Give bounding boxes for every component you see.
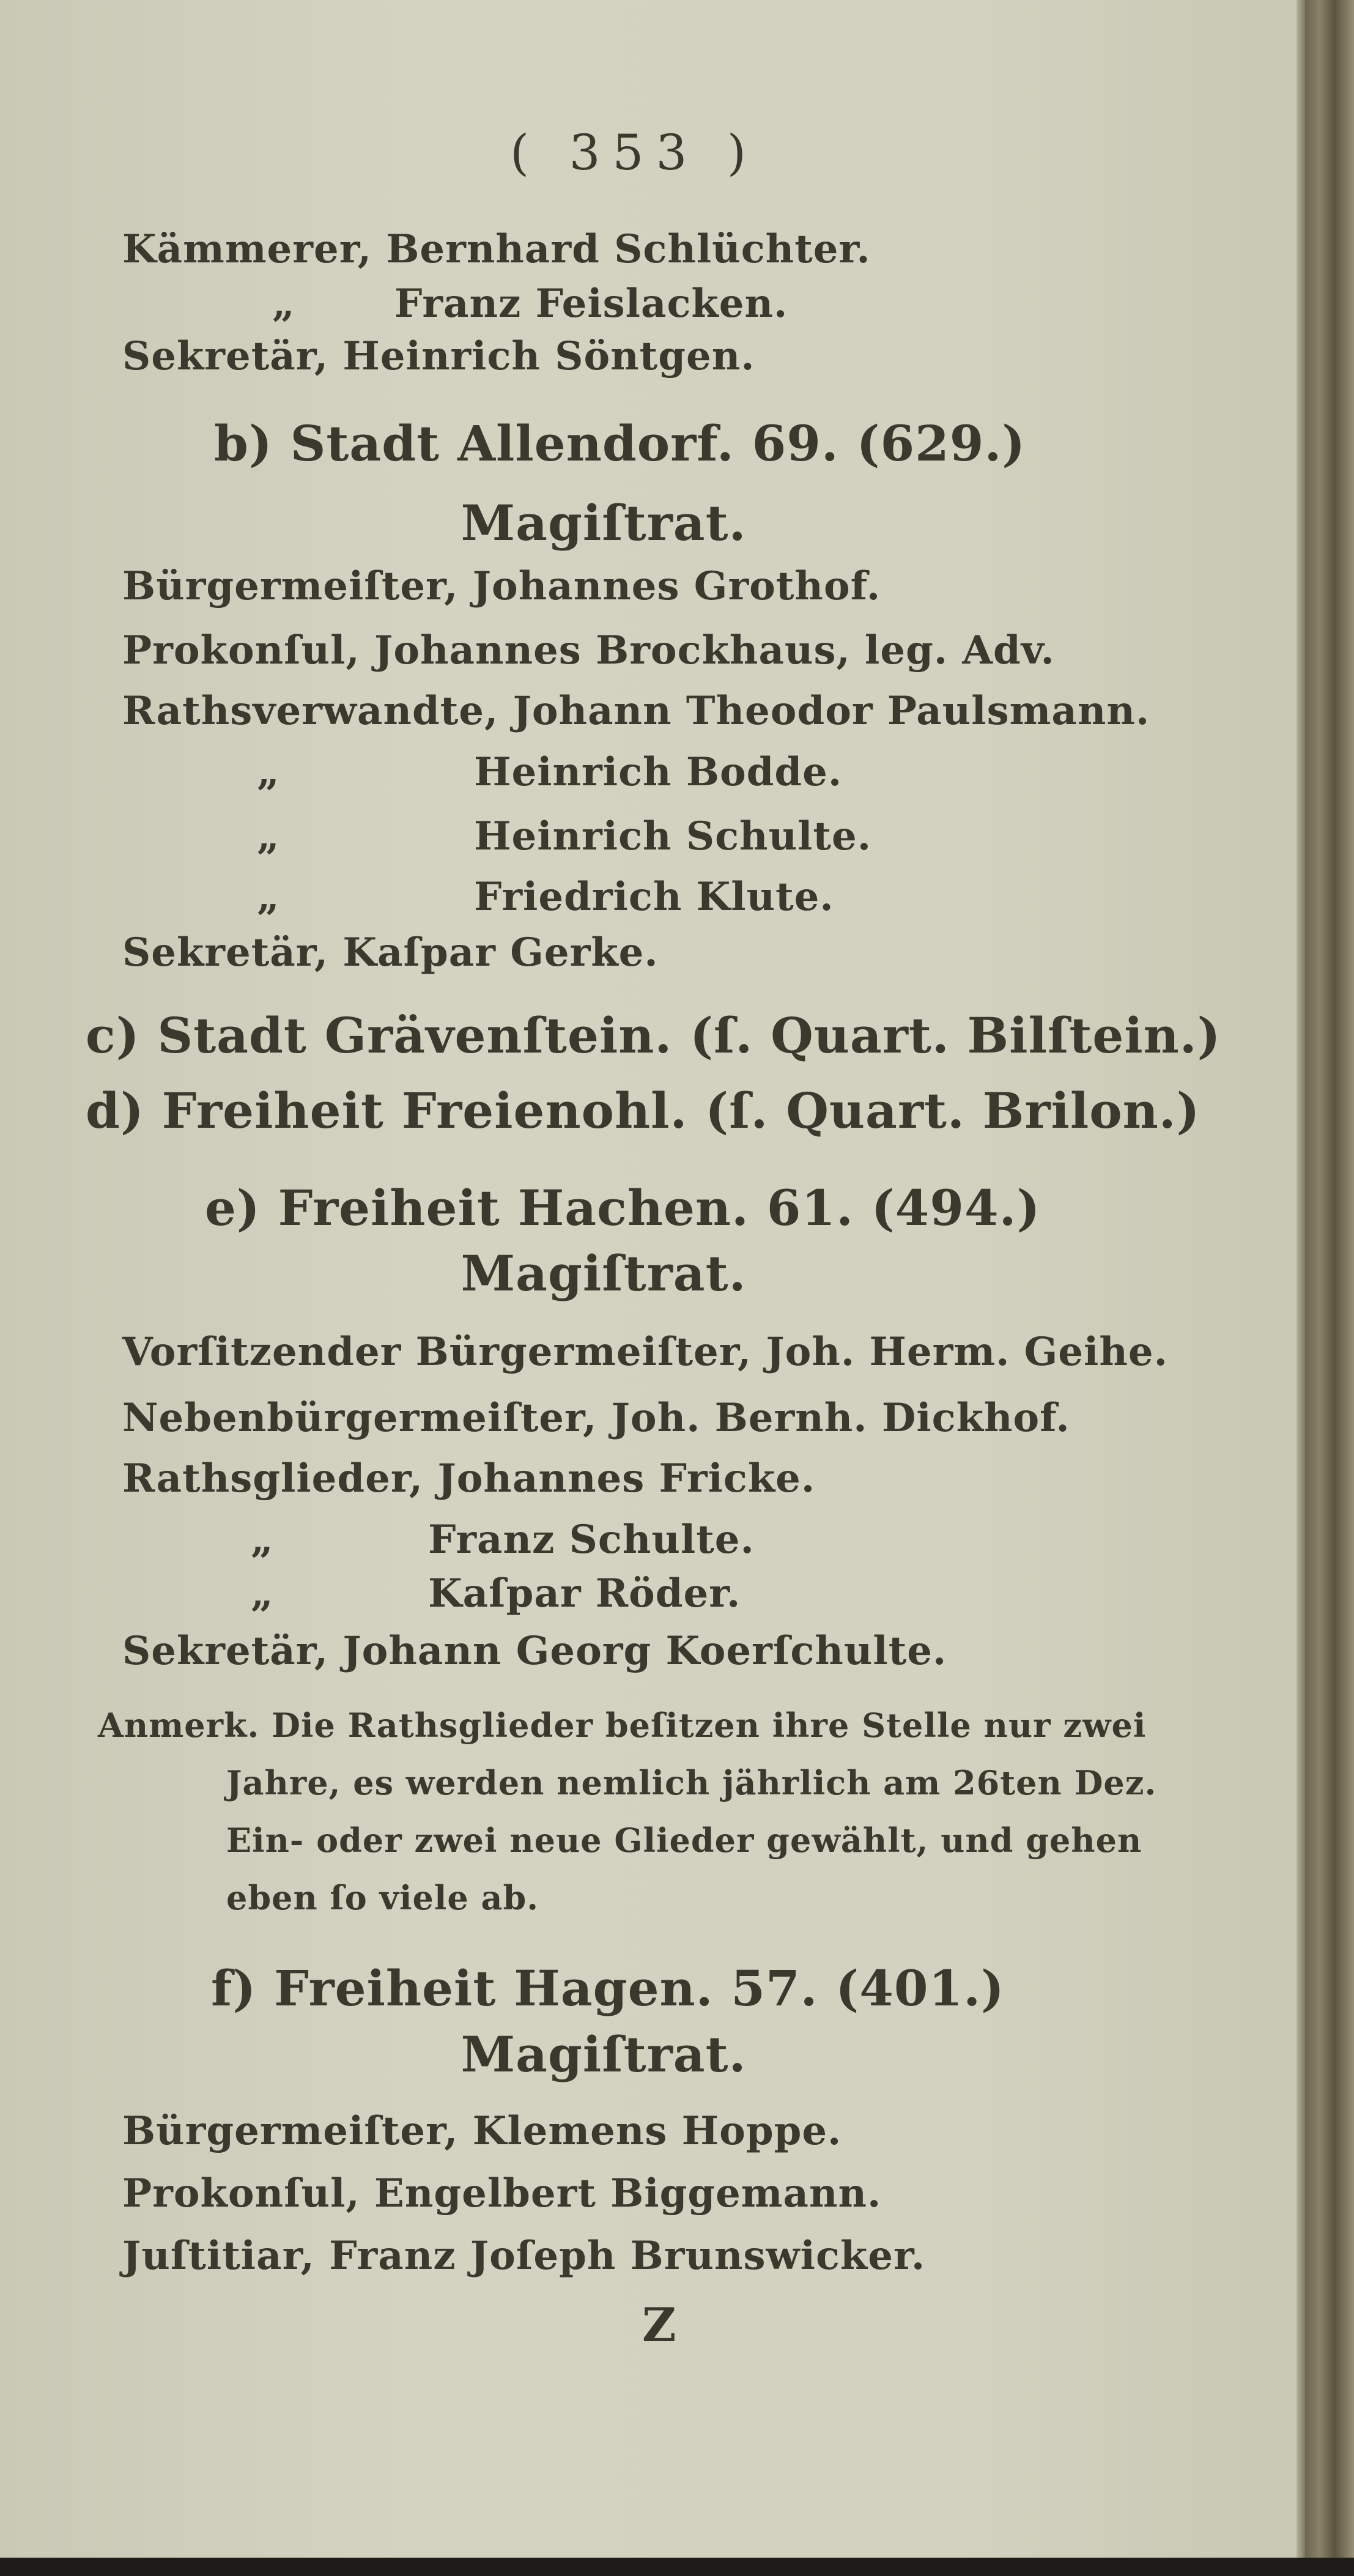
entry-name: Friedrich Klute. xyxy=(474,874,834,920)
note-line: Anmerk. Die Rathsglieder beſitzen ihre Stelle nur zwei xyxy=(98,1706,1147,1745)
ditto-mark: „ xyxy=(272,281,295,327)
ditto-mark: „ xyxy=(257,749,280,795)
section-heading-freienohl: d) Freiheit Freienohl. (ſ. Quart. Brilon.) xyxy=(86,1082,1200,1139)
entry: Prokonſul, Johannes Brockhaus, leg. Adv. xyxy=(122,627,1055,673)
note-line: Jahre, es werden nemlich jährlich am 26ten Dez. xyxy=(226,1763,1157,1802)
scan-border xyxy=(0,2558,1354,2576)
entry-name: Franz Schulte. xyxy=(428,1517,755,1563)
subheading-magistrat: Magiſtrat. xyxy=(461,1245,747,1302)
section-heading-hachen: e) Freiheit Hachen. 61. (494.) xyxy=(205,1179,1041,1237)
subheading-magistrat: Magiſtrat. xyxy=(461,2026,747,2083)
ditto-mark: „ xyxy=(251,1517,274,1563)
entry-kaemmerer: Kämmerer, Bernhard Schlüchter. xyxy=(122,226,871,272)
entry: Bürgermeiſter, Johannes Grothof. xyxy=(122,563,881,609)
signature-mark: Z xyxy=(642,2298,677,2352)
note-line: Ein- oder zwei neue Glieder gewählt, und gehen xyxy=(226,1821,1142,1860)
ditto-mark: „ xyxy=(251,1571,274,1616)
entry: Vorſitzender Bürgermeiſter, Joh. Herm. Geihe. xyxy=(122,1329,1168,1375)
section-heading-allendorf: b) Stadt Allendorf. 69. (629.) xyxy=(214,415,1026,472)
entry: Sekretär, Johann Georg Koerſchulte. xyxy=(122,1628,947,1674)
book-edge xyxy=(1305,0,1354,2576)
entry-sekretaer: Sekretär, Heinrich Söntgen. xyxy=(122,333,755,379)
entry-name: Kaſpar Röder. xyxy=(428,1571,741,1616)
entry-name: Franz Feislacken. xyxy=(394,281,788,327)
entry: Nebenbürgermeiſter, Joh. Bernh. Dickhof. xyxy=(122,1395,1070,1441)
entry: Sekretär, Kaſpar Gerke. xyxy=(122,930,659,975)
page-gutter-shadow xyxy=(1297,0,1305,2576)
section-heading-hagen: f) Freiheit Hagen. 57. (401.) xyxy=(211,1960,1005,2017)
page-number: ( 353 ) xyxy=(510,124,758,181)
note-line: eben ſo viele ab. xyxy=(226,1878,539,1917)
entry: Juſtitiar, Franz Joſeph Brunswicker. xyxy=(122,2233,926,2279)
entry: Prokonſul, Engelbert Biggemann. xyxy=(122,2171,882,2216)
entry: Rathsverwandte, Johann Theodor Paulsmann. xyxy=(122,688,1150,734)
entry-name: Heinrich Schulte. xyxy=(474,813,871,859)
ditto-mark: „ xyxy=(257,813,280,859)
subheading-magistrat: Magiſtrat. xyxy=(461,494,747,552)
entry: Bürgermeiſter, Klemens Hoppe. xyxy=(122,2108,842,2154)
ditto-mark: „ xyxy=(257,874,280,920)
entry: Rathsglieder, Johannes Fricke. xyxy=(122,1456,816,1501)
section-heading-graevenstein: c) Stadt Grävenſtein. (ſ. Quart. Bilſtein.) xyxy=(86,1007,1221,1064)
entry-name: Heinrich Bodde. xyxy=(474,749,843,795)
